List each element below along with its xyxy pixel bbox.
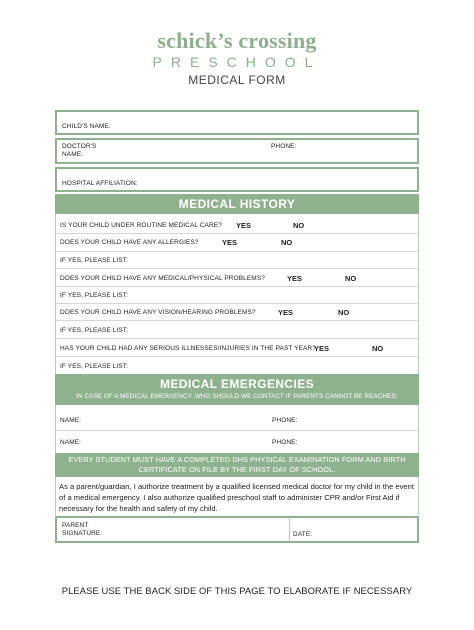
emerg-right-border [418, 405, 419, 453]
medical-emergencies-title: MEDICAL EMERGENCIES [159, 377, 315, 391]
q4-yes[interactable]: YES [278, 308, 294, 317]
consent-text: As a parent/guardian, I authorize treatment by a qualified licensed medical doctor for my child in the event of a medical emergency. I also authorize qualified preschool staff to administer CPR and/or First Aid if necessary for the health and safety of my child. [59, 482, 414, 513]
emergency-phone-1[interactable]: PHONE: [272, 417, 298, 424]
row-divider [56, 303, 418, 304]
q5-no[interactable]: NO [372, 344, 384, 353]
question-1: IS YOUR CHILD UNDER ROUTINE MEDICAL CARE? [60, 222, 222, 229]
row-divider [56, 356, 418, 357]
child-name-label: CHILD'S NAME: [62, 123, 111, 130]
row-divider [56, 251, 418, 252]
emergency-name-1[interactable]: NAME: [60, 417, 82, 424]
dhs-notice [55, 453, 419, 477]
q4-no[interactable]: NO [338, 308, 350, 317]
hospital-box[interactable] [55, 167, 419, 192]
row-divider [56, 430, 418, 431]
q2-no[interactable]: NO [281, 238, 293, 247]
history-right-border [418, 214, 419, 374]
row-divider [56, 268, 418, 269]
form-title: MEDICAL FORM [188, 73, 286, 87]
medical-emergencies-header [55, 374, 419, 405]
row-divider [56, 233, 418, 234]
consent-left-border [55, 477, 56, 515]
school-logo: schick’s crossing [157, 28, 317, 53]
q1-no[interactable]: NO [293, 221, 305, 230]
medical-history-title: MEDICAL HISTORY [178, 197, 296, 211]
date-label: DATE: [293, 531, 313, 538]
question-4: DOES YOUR CHILD HAVE ANY VISION/HEARING PROBLEMS? [60, 309, 256, 316]
q3-no[interactable]: NO [345, 274, 357, 283]
question-3: DOES YOUR CHILD HAVE ANY MEDICAL/PHYSICAL PROBLEMS? [60, 275, 265, 282]
school-subtitle: PRESCHOOL [152, 54, 322, 70]
emergency-phone-2[interactable]: PHONE: [272, 439, 298, 446]
emerg-left-border [55, 405, 56, 453]
question-5: HAS YOUR CHILD HAD ANY SERIOUS ILLNESSES/INJURIES IN THE PAST YEAR? [60, 345, 316, 352]
footer-note: PLEASE USE THE BACK SIDE OF THIS PAGE TO ELABORATE IF NECESSARY [61, 585, 413, 596]
child-name-box[interactable] [55, 110, 419, 135]
q3-yes[interactable]: YES [287, 274, 303, 283]
row-divider [56, 286, 418, 287]
question-2: DOES YOUR CHILD HAVE ANY ALLERGIES? [60, 239, 199, 246]
signature-divider [289, 518, 290, 541]
medical-history-header [55, 194, 419, 214]
doctor-name-label: DOCTOR'S NAME: [62, 143, 97, 158]
if-yes-list-2: IF YES, PLEASE LIST: [60, 257, 128, 264]
if-yes-list-5: IF YES, PLEASE LIST: [60, 363, 128, 370]
row-divider [56, 338, 418, 339]
history-left-border [55, 214, 56, 374]
emergency-name-2[interactable]: NAME: [60, 439, 82, 446]
if-yes-list-4: IF YES, PLEASE LIST: [60, 327, 128, 334]
q2-yes[interactable]: YES [222, 238, 238, 247]
hospital-label: HOSPITAL AFFILIATION: [62, 180, 138, 187]
q1-yes[interactable]: YES [236, 221, 252, 230]
dhs-notice-text: EVERY STUDENT MUST HAVE A COMPLETED DHS PHYSICAL EXAMINATION FORM AND BIRTH CERTIFICATE ON FILE BY THE FIRST DAY OF SCHOOL. [68, 455, 406, 474]
signature-box[interactable] [55, 516, 419, 543]
doctor-box[interactable] [55, 138, 419, 164]
if-yes-list-3: IF YES, PLEASE LIST: [60, 292, 128, 299]
doctor-phone-label: PHONE: [271, 143, 297, 150]
row-divider [56, 320, 418, 321]
consent-right-border [418, 477, 419, 515]
q5-yes[interactable]: YES [314, 344, 330, 353]
parent-signature-label: PARENT SIGNATURE: [62, 522, 103, 537]
medical-emergencies-subtitle: IN CASE OF A MEDICAL EMERGENCY, WHO SHOULD WE CONTACT IF PARENTS CANNOT BE REACHED: [76, 393, 398, 400]
